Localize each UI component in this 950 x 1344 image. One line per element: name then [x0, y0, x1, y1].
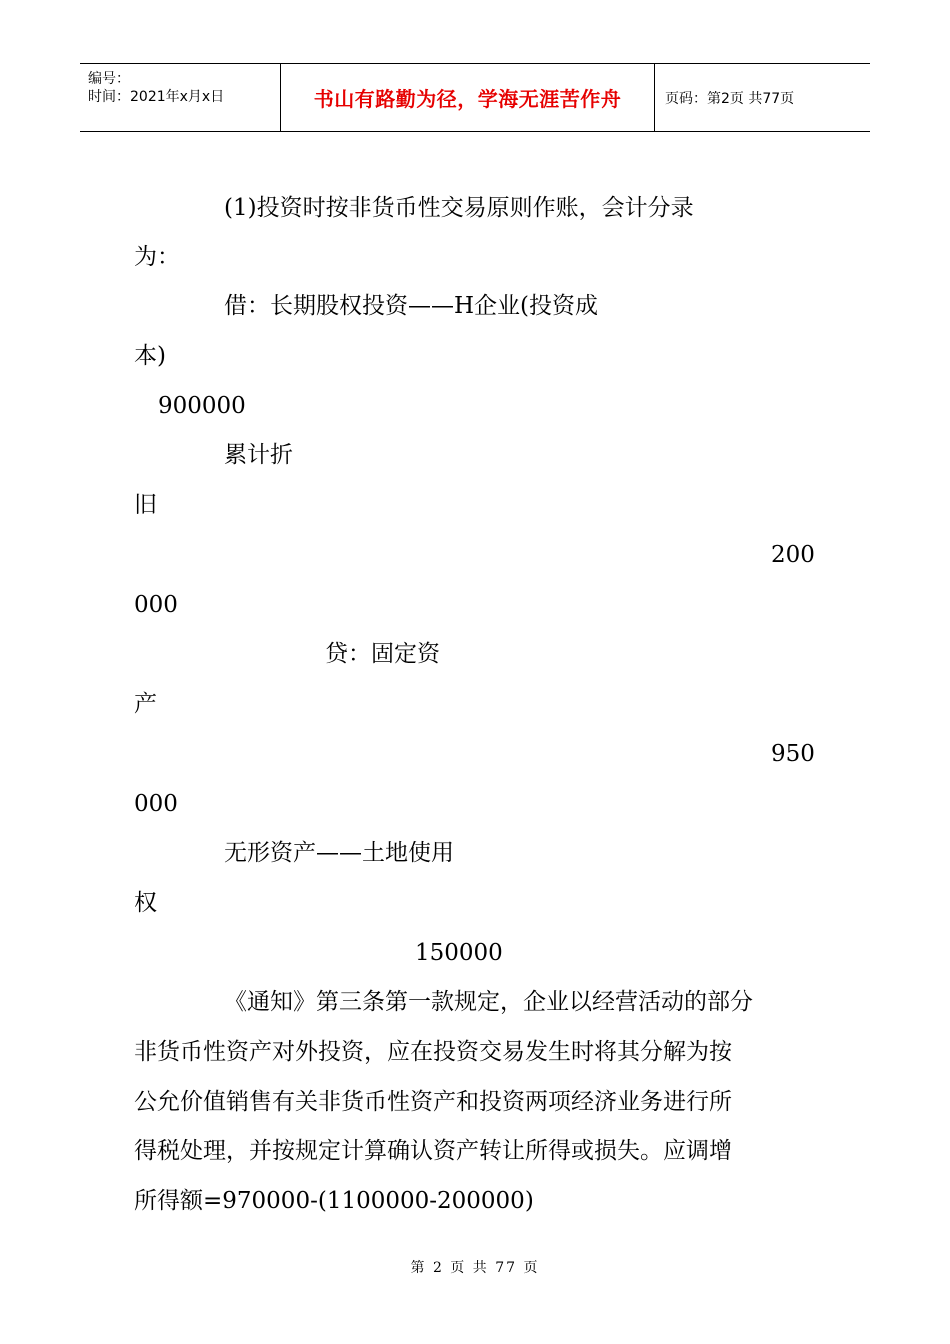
body-line: 000	[134, 791, 178, 817]
body-line: 权	[134, 890, 157, 916]
body-line: 得税处理，并按规定计算确认资产转让所得或损失。应调增	[134, 1138, 732, 1164]
body-line: 产	[134, 691, 157, 717]
body-line: 累计折	[224, 442, 293, 468]
body-line: 公允价值销售有关非货币性资产和投资两项经济业务进行所	[134, 1089, 732, 1115]
body-line: 900000	[158, 393, 246, 419]
header-page-info: 页码：第2页 共77页	[665, 90, 795, 107]
doc-time-label: 时间：2021年x月x日	[88, 89, 225, 105]
body-line: 非货币性资产对外投资，应在投资交易发生时将其分解为按	[134, 1039, 732, 1065]
body-line: 150000	[415, 940, 503, 966]
body-line: 所得额=970000-(1100000-200000)	[134, 1188, 534, 1214]
body-line: 200	[771, 542, 815, 568]
body-line: 000	[134, 592, 178, 618]
body-line: 本)	[134, 343, 166, 369]
page-footer: 第 2 页 共 77 页	[410, 1260, 540, 1276]
page-header	[80, 63, 870, 132]
body-line: 为：	[134, 244, 180, 270]
body-line: (1)投资时按非货币性交易原则作账，会计分录	[224, 195, 694, 221]
body-line: 950	[771, 741, 815, 767]
doc-number-label: 编号：	[88, 71, 130, 87]
body-line: 无形资产——土地使用	[224, 840, 454, 866]
body-line: 《通知》第三条第一款规定，企业以经营活动的部分	[224, 989, 753, 1015]
body-line: 贷：固定资	[325, 641, 440, 667]
header-meta	[80, 64, 281, 131]
header-motto-cell	[281, 64, 655, 131]
header-motto: 书山有路勤为径，学海无涯苦作舟	[313, 87, 622, 111]
header-page-cell	[655, 64, 870, 131]
body-line: 旧	[134, 492, 157, 518]
body-line: 借：长期股权投资——H企业(投资成	[224, 293, 599, 319]
